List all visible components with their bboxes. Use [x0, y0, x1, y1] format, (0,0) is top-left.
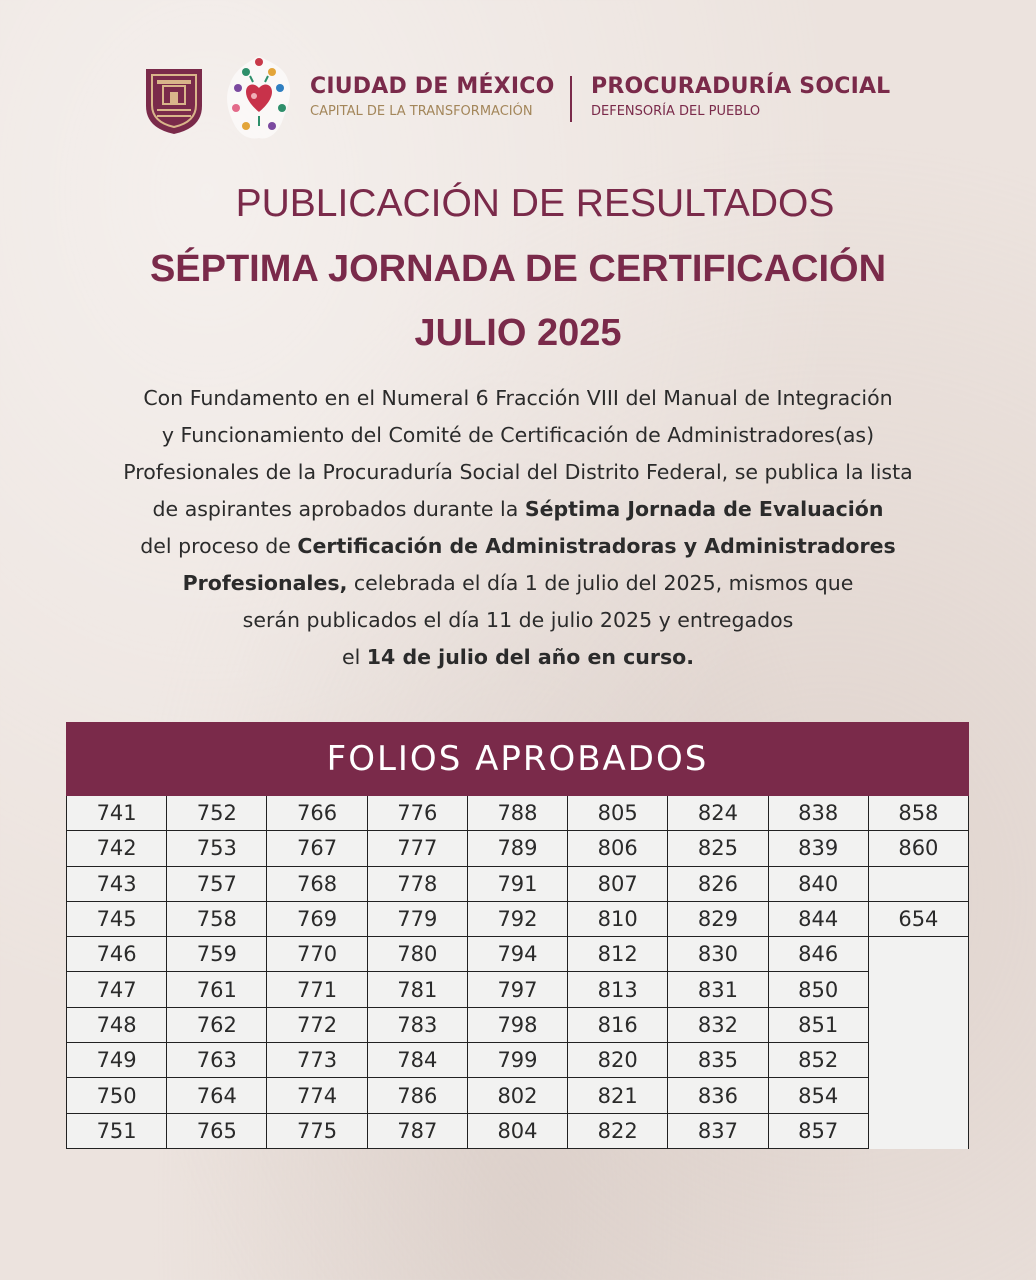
folio-cell: 839: [768, 831, 868, 866]
folio-cell: 788: [467, 796, 567, 831]
folio-row: [67, 1078, 969, 1113]
folio-cell: 776: [367, 796, 467, 831]
folio-cell: [868, 1007, 968, 1042]
folio-cell: 781: [367, 972, 467, 1007]
folio-cell: 816: [568, 1007, 668, 1042]
announcement-line: Profesionales de la Procuraduría Social del Distrito Federal, se publica la lista: [123, 460, 913, 484]
folio-cell: 772: [267, 1007, 367, 1042]
announcement-emphasis: Certificación de Administradoras y Administradores: [297, 534, 896, 558]
folio-cell: 774: [267, 1078, 367, 1113]
folio-cell: 775: [267, 1113, 367, 1148]
announcement-fragment: de aspirantes aprobados durante la: [152, 497, 525, 521]
folio-cell: 850: [768, 972, 868, 1007]
folio-cell: 844: [768, 901, 868, 936]
folio-cell: 806: [568, 831, 668, 866]
agency-title: PROCURADURÍA SOCIAL: [591, 74, 891, 99]
folio-cell: 747: [67, 972, 167, 1007]
folio-cell: 822: [568, 1113, 668, 1148]
folio-cell: 829: [668, 901, 768, 936]
folio-cell: 837: [668, 1113, 768, 1148]
folio-row: [67, 1043, 969, 1078]
folio-cell: 762: [167, 1007, 267, 1042]
folio-cell: 832: [668, 1007, 768, 1042]
folio-cell: 777: [367, 831, 467, 866]
agency-subtitle: DEFENSORÍA DEL PUEBLO: [591, 104, 761, 119]
announcement-line: Con Fundamento en el Numeral 6 Fracción VIII del Manual de Integración: [143, 386, 893, 410]
announcement-fragment: el: [341, 645, 367, 669]
folio-cell: 745: [67, 901, 167, 936]
announcement-line: [40, 565, 996, 602]
folio-cell: 753: [167, 831, 267, 866]
folio-cell: 770: [267, 937, 367, 972]
announcement-line: [40, 491, 996, 528]
city-brand: [310, 74, 554, 121]
folio-cell: 749: [67, 1043, 167, 1078]
folio-cell: 654: [868, 901, 968, 936]
folio-cell: 792: [467, 901, 567, 936]
folio-cell: [868, 1113, 968, 1148]
announcement-emphasis: Profesionales,: [182, 571, 348, 595]
announcement-emphasis: 14 de julio del año en curso.: [366, 645, 695, 669]
folio-cell: 784: [367, 1043, 467, 1078]
folio-cell: 743: [67, 866, 167, 901]
folio-cell: 789: [467, 831, 567, 866]
folio-cell: 741: [67, 796, 167, 831]
folio-row: [67, 937, 969, 972]
approved-folios-section: [66, 722, 969, 1149]
headline-date: JULIO 2025: [414, 312, 622, 354]
folio-cell: 840: [768, 866, 868, 901]
folio-row: [67, 1007, 969, 1042]
folio-cell: 778: [367, 866, 467, 901]
folio-cell: [868, 866, 968, 901]
folio-cell: 836: [668, 1078, 768, 1113]
folio-cell: 797: [467, 972, 567, 1007]
folio-cell: 824: [668, 796, 768, 831]
folio-row: [67, 901, 969, 936]
folio-row: [67, 796, 969, 831]
folio-cell: 857: [768, 1113, 868, 1148]
headline-publication: PUBLICACIÓN DE RESULTADOS: [235, 182, 835, 225]
folio-cell: 838: [768, 796, 868, 831]
header: [0, 0, 1036, 160]
announcement-fragment: celebrada el día 1 de julio del 2025, mismos que: [347, 571, 854, 595]
folio-cell: 751: [67, 1113, 167, 1148]
announcement-line: serán publicados el día 11 de julio 2025 y entregados: [242, 608, 794, 632]
folio-row: [67, 1113, 969, 1148]
folio-cell: 780: [367, 937, 467, 972]
folio-cell: 768: [267, 866, 367, 901]
folio-cell: 807: [568, 866, 668, 901]
folio-cell: 761: [167, 972, 267, 1007]
folio-cell: 766: [267, 796, 367, 831]
folio-cell: 854: [768, 1078, 868, 1113]
brand-separator: [570, 76, 572, 122]
folio-cell: 750: [67, 1078, 167, 1113]
city-title: CIUDAD DE MÉXICO: [310, 74, 555, 99]
folio-cell: [868, 972, 968, 1007]
folio-cell: 757: [167, 866, 267, 901]
folio-row: [67, 972, 969, 1007]
folio-cell: 802: [467, 1078, 567, 1113]
folio-cell: 748: [67, 1007, 167, 1042]
headline-jornada: SÉPTIMA JORNADA DE CERTIFICACIÓN: [149, 248, 887, 290]
folio-cell: 791: [467, 866, 567, 901]
folio-cell: 783: [367, 1007, 467, 1042]
folio-cell: 763: [167, 1043, 267, 1078]
folio-cell: 852: [768, 1043, 868, 1078]
folio-cell: 752: [167, 796, 267, 831]
folio-cell: 804: [467, 1113, 567, 1148]
folio-cell: 779: [367, 901, 467, 936]
folio-cell: 767: [267, 831, 367, 866]
folio-cell: 810: [568, 901, 668, 936]
folio-cell: [868, 937, 968, 972]
folio-cell: 851: [768, 1007, 868, 1042]
folios-header: FOLIOS APROBADOS: [66, 722, 969, 796]
folio-cell: 759: [167, 937, 267, 972]
folio-cell: 799: [467, 1043, 567, 1078]
folios-table: [66, 796, 969, 1149]
announcement-line: [40, 639, 996, 676]
folio-cell: 820: [568, 1043, 668, 1078]
folio-cell: 846: [768, 937, 868, 972]
folio-cell: 835: [668, 1043, 768, 1078]
folio-cell: 773: [267, 1043, 367, 1078]
folio-cell: 821: [568, 1078, 668, 1113]
folio-cell: 831: [668, 972, 768, 1007]
folio-cell: 746: [67, 937, 167, 972]
city-subtitle: CAPITAL DE LA TRANSFORMACIÓN: [310, 104, 533, 119]
folio-cell: 826: [668, 866, 768, 901]
folio-cell: 765: [167, 1113, 267, 1148]
folio-cell: 742: [67, 831, 167, 866]
folio-cell: 771: [267, 972, 367, 1007]
folios-table-body: [67, 796, 969, 1148]
folio-cell: 860: [868, 831, 968, 866]
folio-cell: 830: [668, 937, 768, 972]
folio-cell: 858: [868, 796, 968, 831]
folio-cell: [868, 1043, 968, 1078]
folio-cell: 798: [467, 1007, 567, 1042]
cdmx-heart-logo: [224, 52, 294, 142]
announcement-fragment: del proceso de: [140, 534, 298, 558]
folio-cell: 794: [467, 937, 567, 972]
folio-row: [67, 866, 969, 901]
folio-cell: 805: [568, 796, 668, 831]
folio-row: [67, 831, 969, 866]
announcement-line: [40, 528, 996, 565]
folio-cell: 764: [167, 1078, 267, 1113]
announcement-line: y Funcionamiento del Comité de Certificación de Administradores(as): [161, 423, 875, 447]
folio-cell: 787: [367, 1113, 467, 1148]
cdmx-shield-logo: [143, 66, 205, 136]
folio-cell: 813: [568, 972, 668, 1007]
folio-cell: 825: [668, 831, 768, 866]
announcement-emphasis: Séptima Jornada de Evaluación: [524, 497, 884, 521]
announcement-text: [40, 380, 996, 676]
folio-cell: 812: [568, 937, 668, 972]
agency-brand: [591, 74, 890, 121]
folio-cell: 786: [367, 1078, 467, 1113]
folio-cell: 758: [167, 901, 267, 936]
folio-cell: [868, 1078, 968, 1113]
folio-cell: 769: [267, 901, 367, 936]
